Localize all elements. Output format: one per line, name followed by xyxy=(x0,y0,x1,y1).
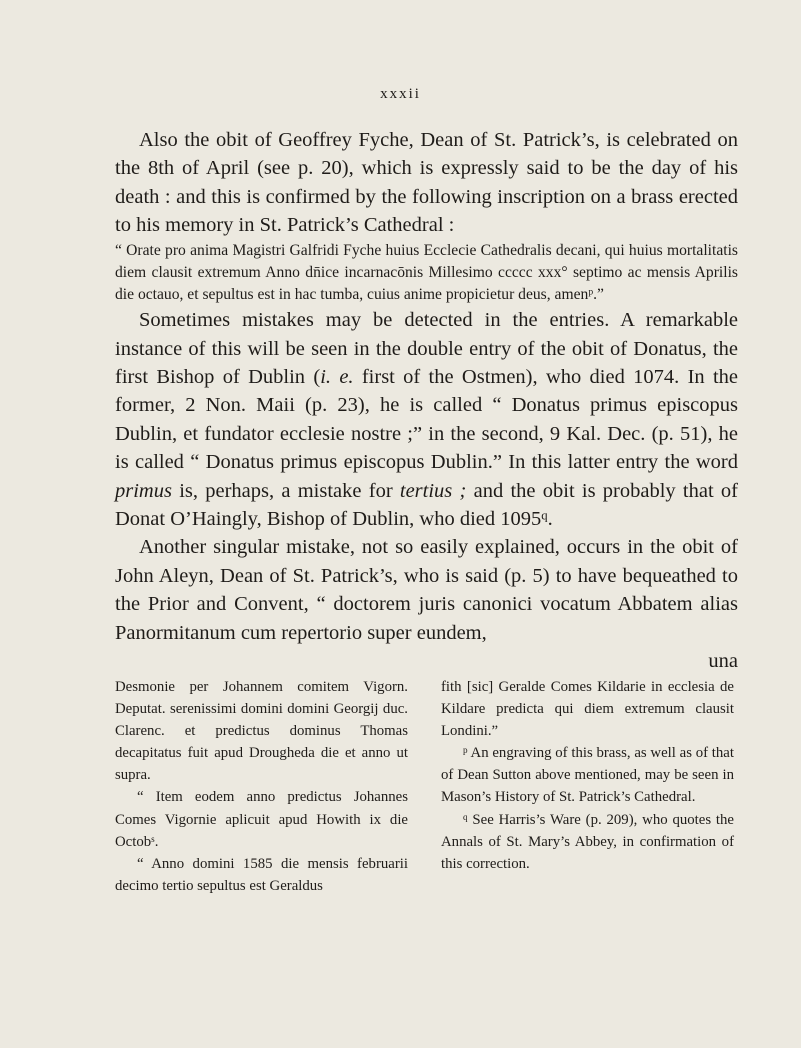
footnote-p xyxy=(441,742,734,808)
inscription-quote xyxy=(115,240,738,307)
footnote-ref-p: p xyxy=(588,286,594,298)
donatus-text-5: . xyxy=(547,508,553,531)
footnote-ref-q: q xyxy=(541,508,548,523)
note-geralde: fith [sic] Geralde Comes Kildarie in ecclesia de Kildare predicta qui diem extremum clausit Londini.” xyxy=(441,679,734,740)
note-item-howith xyxy=(115,786,408,852)
note-howith-text: “ Item eodem anno predictus Johannes Comes Vigornie aplicuit apud Howith ix die Octob xyxy=(115,789,408,850)
donatus-text-4: and the obit is probably that of Donat O’Haingly, Bishop of Dublin, who died 1095 xyxy=(115,479,738,531)
donatus-tertius: tertius ; xyxy=(399,479,467,502)
donatus-text-3: is, perhaps, a mistake for xyxy=(171,479,400,502)
note-continuation: Desmonie per Johannem comitem Vigorn. Deputat. serenissimi domini domini Georgij duc. Clarenc. et predictus dominus Thomas decapitatus fuit apud Droughedа die et anno ut supra. xyxy=(115,679,408,784)
donatus-primus: primus xyxy=(115,479,172,502)
note-item-1585: “ Anno domini 1585 die mensis februarii decimo tertio sepultus est Geraldus xyxy=(115,855,408,894)
footnote-p-mark: p xyxy=(463,745,468,756)
paragraph-donatus xyxy=(115,306,738,533)
main-text xyxy=(115,126,738,676)
donatus-ie: i. e. xyxy=(320,366,354,389)
note-howith-end: . xyxy=(154,833,159,850)
paragraph-aleyn: Another singular mistake, not so easily explained, occurs in the obit of John Aleyn, Dean of St. Patrick’s, who is said (p. 5) to have bequeathed to the Prior and Convent, “ doctorem juris canonici vocatum Abbatem alias Panormitanum cum repertorio super eundem, xyxy=(115,536,738,644)
donatus-text-2: first of the Ostmen), who died 1074. In the former, 2 Non. Maii (p. 23), he is called “ Donatus primus episcopus Dublin, et fundator ecclesie nostre ;” in the second, 9 Kal. Dec. (p. 51), he is called “ Donatus primus episcopus Dublin.” In this latter entry the word xyxy=(115,366,739,474)
quote-text: “ Orate pro anima Magistri Galfridi Fyche huius Ecclecie Cathedralis decani, qui huius mortalitatis diem clausit extremum Anno dn̄ice incarnacōnis Millesimo ccccc xxx° septimo ac mensis Aprilis die octauo, et sepultus est in hac tumba, cuius anime propicietur deus, amen xyxy=(115,241,738,304)
footnotes-right-column xyxy=(441,676,734,875)
footnotes-left-column xyxy=(115,676,408,897)
quote-end: .” xyxy=(593,286,604,304)
donatus-text-1: Sometimes mistakes may be detected in the entries. A remarkable instance of this will be seen in the double entry of the obit of Donatus, the first Bishop of Dublin ( xyxy=(115,309,738,389)
catchword: una xyxy=(708,650,738,673)
footnote-p-text: An engraving of this brass, as well as of that of Dean Sutton above mentioned, may be seen in Mason’s History of St. Patrick’s Cathedral. xyxy=(441,745,734,806)
paragraph-fyche: Also the obit of Geoffrey Fyche, Dean of St. Patrick’s, is celebrated on the 8th of April (see p. 20), which is expressly said to be the day of his death : and this is confirmed by the following inscription on a brass erected to his memory in St. Patrick’s Cathedral : xyxy=(115,129,738,237)
note-howith-mark: s xyxy=(151,833,155,844)
page-number: xxxii xyxy=(380,86,421,102)
footnote-q xyxy=(441,809,734,875)
footnote-q-mark: q xyxy=(463,811,468,822)
footnote-q-text: See Harris’s Ware (p. 209), who quotes the Annals of St. Mary’s Abbey, in confirmation of this correction. xyxy=(441,811,734,872)
